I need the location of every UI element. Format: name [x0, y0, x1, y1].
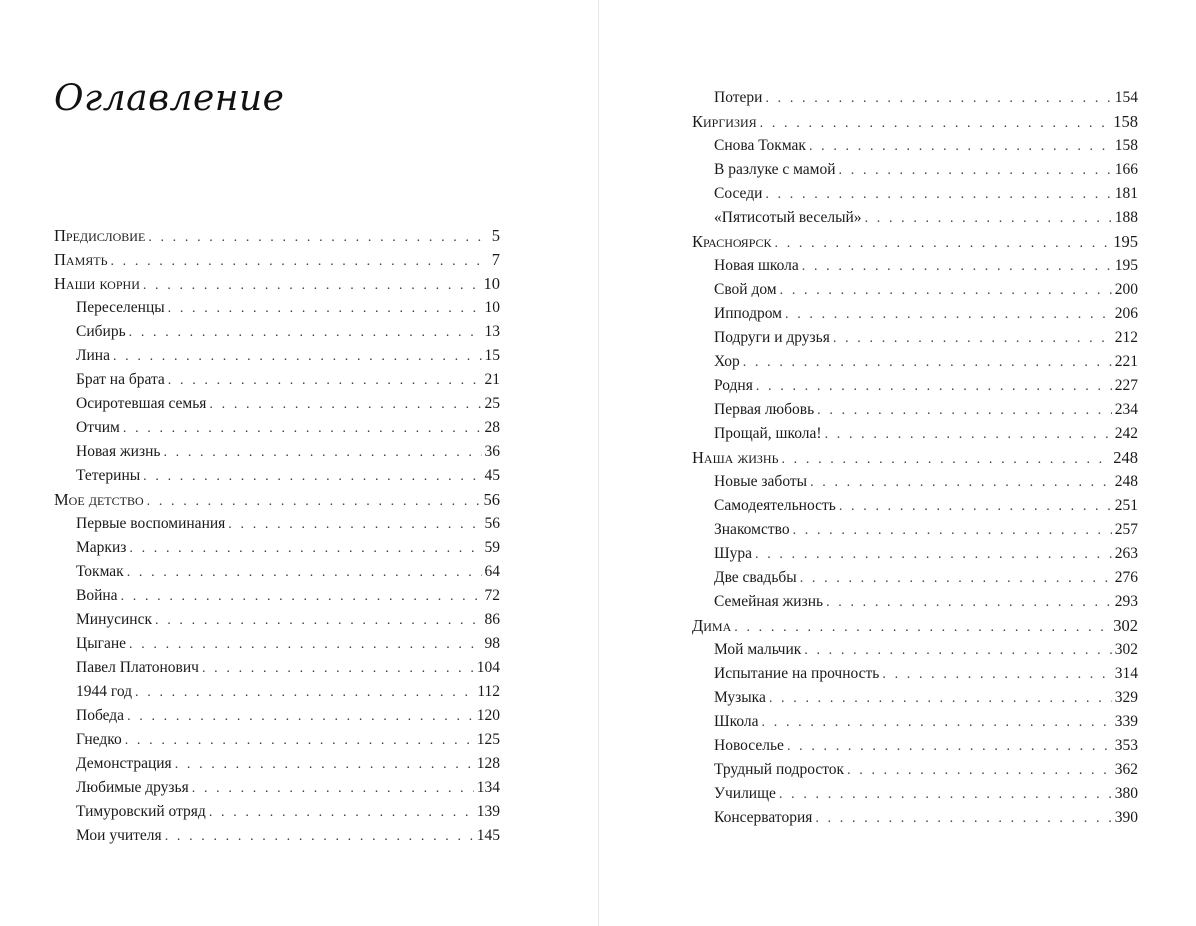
toc-entry-title: Трудный подросток — [714, 761, 845, 778]
toc-dot-leader — [148, 226, 488, 248]
toc-entry-title: Мой мальчик — [714, 641, 802, 658]
toc-entry-title: Война — [76, 587, 118, 604]
toc-page-number: 28 — [484, 419, 500, 436]
toc-section-entry — [692, 734, 1138, 758]
toc-section-entry — [54, 368, 500, 392]
toc-page-number: 128 — [476, 755, 500, 772]
toc-page-number: 86 — [484, 611, 500, 628]
toc-dot-leader — [809, 135, 1112, 158]
toc-dot-leader — [129, 537, 481, 560]
toc-page-number: 98 — [484, 635, 500, 652]
toc-dot-leader — [123, 417, 482, 440]
toc-page-number: 227 — [1114, 377, 1138, 394]
toc-page-number: 195 — [1113, 232, 1138, 251]
toc-dot-leader — [839, 159, 1112, 182]
toc-section-entry — [54, 392, 500, 416]
toc-page-number: 120 — [476, 707, 500, 724]
toc-chapter-entry — [692, 614, 1138, 638]
toc-entry-title: 1944 год — [76, 683, 133, 700]
toc-page-number: 10 — [484, 299, 500, 316]
toc-entry-title: Память — [54, 250, 108, 269]
toc-entry-title: Наши корни — [54, 274, 140, 293]
toc-dot-leader — [209, 801, 474, 824]
toc-section-entry — [692, 494, 1138, 518]
toc-entry-title: Знакомство — [714, 521, 790, 538]
toc-page-number: 59 — [484, 539, 500, 556]
toc-dot-leader — [847, 759, 1112, 782]
toc-dot-leader — [800, 567, 1112, 590]
toc-dot-leader — [769, 687, 1112, 710]
toc-section-entry — [54, 824, 500, 848]
toc-page-number: 72 — [484, 587, 500, 604]
toc-dot-leader — [121, 585, 482, 608]
toc-entry-title: Красноярск — [692, 232, 772, 251]
toc-dot-leader — [765, 183, 1111, 206]
toc-entry-title: Родня — [714, 377, 753, 394]
toc-page-number: 263 — [1114, 545, 1138, 562]
toc-page-number: 339 — [1114, 713, 1138, 730]
toc-section-entry — [54, 608, 500, 632]
toc-entry-title: Киргизия — [692, 112, 757, 131]
toc-dot-leader — [129, 633, 481, 656]
toc-page-number: 242 — [1114, 425, 1138, 442]
toc-entry-title: Хор — [714, 353, 740, 370]
toc-page-number: 13 — [484, 323, 500, 340]
toc-dot-leader — [793, 519, 1112, 542]
toc-dot-leader — [839, 495, 1112, 518]
toc-entry-title: Новоселье — [714, 737, 784, 754]
toc-dot-leader — [826, 591, 1112, 614]
toc-section-entry — [54, 656, 500, 680]
toc-section-entry — [692, 542, 1138, 566]
toc-page-number: 56 — [483, 490, 500, 509]
toc-section-entry — [54, 704, 500, 728]
toc-section-entry — [692, 86, 1138, 110]
toc-page-number: 206 — [1114, 305, 1138, 322]
toc-page-number: 104 — [476, 659, 500, 676]
toc-page-number: 139 — [476, 803, 500, 820]
toc-page-number: 5 — [491, 226, 500, 245]
toc-page-number: 64 — [484, 563, 500, 580]
toc-page-number: 302 — [1114, 641, 1138, 658]
toc-entry-title: Свой дом — [714, 281, 777, 298]
toc-entry-title: Самодеятельность — [714, 497, 836, 514]
toc-page-number: 248 — [1114, 473, 1138, 490]
toc-section-entry — [692, 662, 1138, 686]
toc-entry-title: Первая любовь — [714, 401, 815, 418]
toc-dot-leader — [202, 657, 474, 680]
toc-entry-title: Лина — [76, 347, 110, 364]
toc-page-number: 390 — [1114, 809, 1138, 826]
toc-page-number: 362 — [1114, 761, 1138, 778]
toc-section-entry — [54, 776, 500, 800]
toc-dot-leader — [165, 825, 474, 848]
toc-chapter-entry — [54, 272, 500, 296]
toc-dot-leader — [760, 112, 1111, 134]
toc-page-number: 36 — [484, 443, 500, 460]
toc-section-entry — [54, 320, 500, 344]
toc-chapter-entry — [692, 110, 1138, 134]
toc-entry-title: Любимые друзья — [76, 779, 189, 796]
toc-page-number: 15 — [484, 347, 500, 364]
toc-section-entry — [54, 416, 500, 440]
toc-page-number: 212 — [1114, 329, 1138, 346]
toc-page-number: 158 — [1114, 137, 1138, 154]
toc-dot-leader — [143, 465, 481, 488]
toc-entry-title: Сибирь — [76, 323, 126, 340]
toc-chapter-entry — [692, 446, 1138, 470]
toc-entry-title: Потери — [714, 89, 763, 106]
toc-dot-leader — [756, 375, 1112, 398]
toc-entry-title: Осиротевшая семья — [76, 395, 207, 412]
toc-dot-leader — [228, 513, 481, 536]
toc-section-entry — [54, 512, 500, 536]
toc-list-right — [692, 86, 1138, 830]
toc-dot-leader — [125, 729, 474, 752]
toc-section-entry — [692, 398, 1138, 422]
toc-dot-leader — [804, 639, 1111, 662]
toc-page-number: 314 — [1114, 665, 1138, 682]
toc-section-entry — [692, 566, 1138, 590]
toc-page-number: 257 — [1114, 521, 1138, 538]
toc-dot-leader — [127, 561, 482, 584]
toc-section-entry — [692, 590, 1138, 614]
toc-entry-title: Тимуровский отряд — [76, 803, 206, 820]
toc-entry-title: Новая школа — [714, 257, 799, 274]
toc-page-number: 56 — [484, 515, 500, 532]
toc-entry-title: Соседи — [714, 185, 763, 202]
toc-dot-leader — [815, 807, 1111, 830]
toc-entry-title: Первые воспоминания — [76, 515, 226, 532]
toc-dot-leader — [113, 345, 482, 368]
toc-page-number: 145 — [476, 827, 500, 844]
toc-entry-title: Отчим — [76, 419, 120, 436]
toc-dot-leader — [762, 711, 1112, 734]
toc-entry-title: Консерватория — [714, 809, 813, 826]
page-title: Оглавление — [54, 78, 285, 119]
toc-section-entry — [54, 632, 500, 656]
toc-entry-title: Победа — [76, 707, 125, 724]
toc-dot-leader — [168, 369, 482, 392]
toc-section-entry — [692, 302, 1138, 326]
toc-dot-leader — [175, 753, 474, 776]
toc-entry-title: Новые заботы — [714, 473, 808, 490]
toc-section-entry — [692, 326, 1138, 350]
toc-dot-leader — [802, 255, 1112, 278]
toc-entry-title: Музыка — [714, 689, 766, 706]
toc-dot-leader — [129, 321, 482, 344]
toc-chapter-entry — [54, 224, 500, 248]
toc-section-entry — [54, 752, 500, 776]
toc-page-number: 10 — [483, 274, 500, 293]
toc-dot-leader — [143, 274, 481, 296]
toc-section-entry — [692, 806, 1138, 830]
toc-section-entry — [692, 638, 1138, 662]
toc-dot-leader — [192, 777, 474, 800]
toc-page-number: 195 — [1114, 257, 1138, 274]
toc-entry-title: Подруги и друзья — [714, 329, 830, 346]
toc-entry-title: Наша жизнь — [692, 448, 779, 467]
toc-page-number: 125 — [476, 731, 500, 748]
toc-page-number: 234 — [1114, 401, 1138, 418]
toc-entry-title: Переселенцы — [76, 299, 165, 316]
toc-section-entry — [692, 182, 1138, 206]
toc-page-number: 353 — [1114, 737, 1138, 754]
toc-page-number: 200 — [1114, 281, 1138, 298]
toc-page-number: 248 — [1113, 448, 1138, 467]
toc-page-number: 293 — [1114, 593, 1138, 610]
toc-section-entry — [54, 728, 500, 752]
toc-entry-title: Ипподром — [714, 305, 782, 322]
toc-page-number: 7 — [491, 250, 500, 269]
toc-page-number: 21 — [484, 371, 500, 388]
toc-entry-title: Школа — [714, 713, 759, 730]
toc-section-entry — [692, 686, 1138, 710]
toc-entry-title: Две свадьбы — [714, 569, 797, 586]
toc-dot-leader — [779, 783, 1112, 806]
toc-chapter-entry — [54, 488, 500, 512]
toc-section-entry — [692, 518, 1138, 542]
toc-entry-title: Гнедко — [76, 731, 122, 748]
toc-page-number: 380 — [1114, 785, 1138, 802]
toc-section-entry — [692, 422, 1138, 446]
toc-dot-leader — [127, 705, 474, 728]
toc-dot-leader — [163, 441, 481, 464]
toc-page-number: 134 — [476, 779, 500, 796]
toc-page-number: 181 — [1114, 185, 1138, 202]
toc-page-number: 25 — [484, 395, 500, 412]
toc-section-entry — [692, 158, 1138, 182]
toc-section-entry — [54, 800, 500, 824]
toc-section-entry — [692, 350, 1138, 374]
toc-page-number: 45 — [484, 467, 500, 484]
toc-section-entry — [54, 584, 500, 608]
toc-page-number: 251 — [1114, 497, 1138, 514]
toc-page-number: 221 — [1114, 353, 1138, 370]
toc-entry-title: «Пятисотый веселый» — [714, 209, 862, 226]
toc-page-number: 154 — [1114, 89, 1138, 106]
toc-dot-leader — [825, 423, 1112, 446]
toc-dot-leader — [787, 735, 1112, 758]
toc-section-entry — [692, 254, 1138, 278]
toc-entry-title: Дима — [692, 616, 732, 635]
toc-entry-title: Испытание на прочность — [714, 665, 880, 682]
toc-dot-leader — [155, 609, 481, 632]
toc-entry-title: Цыгане — [76, 635, 127, 652]
toc-dot-leader — [743, 351, 1112, 374]
toc-dot-leader — [817, 399, 1112, 422]
toc-dot-leader — [865, 207, 1112, 230]
toc-page-number: 276 — [1114, 569, 1138, 586]
toc-dot-leader — [775, 232, 1111, 254]
toc-section-entry — [54, 680, 500, 704]
toc-page-number: 302 — [1113, 616, 1138, 635]
toc-section-entry — [692, 134, 1138, 158]
toc-entry-title: Предисловие — [54, 226, 146, 245]
toc-dot-leader — [810, 471, 1112, 494]
toc-section-entry — [54, 344, 500, 368]
toc-dot-leader — [110, 250, 488, 272]
toc-page-number: 188 — [1114, 209, 1138, 226]
toc-entry-title: Демонстрация — [76, 755, 172, 772]
toc-dot-leader — [781, 448, 1110, 470]
toc-section-entry — [54, 464, 500, 488]
toc-section-entry — [54, 560, 500, 584]
toc-section-entry — [692, 278, 1138, 302]
toc-entry-title: Прощай, школа! — [714, 425, 822, 442]
toc-entry-title: Снова Токмак — [714, 137, 806, 154]
toc-chapter-entry — [54, 248, 500, 272]
toc-entry-title: Училище — [714, 785, 776, 802]
toc-entry-title: Павел Платонович — [76, 659, 199, 676]
toc-list-left — [54, 224, 500, 848]
toc-entry-title: Тетерины — [76, 467, 141, 484]
toc-entry-title: Минусинск — [76, 611, 153, 628]
toc-entry-title: Новая жизнь — [76, 443, 161, 460]
toc-dot-leader — [765, 87, 1111, 110]
toc-chapter-entry — [692, 230, 1138, 254]
toc-section-entry — [54, 536, 500, 560]
toc-dot-leader — [209, 393, 481, 416]
toc-dot-leader — [882, 663, 1111, 686]
toc-section-entry — [692, 470, 1138, 494]
toc-section-entry — [54, 440, 500, 464]
toc-entry-title: Токмак — [76, 563, 124, 580]
toc-section-entry — [692, 782, 1138, 806]
toc-section-entry — [54, 296, 500, 320]
toc-entry-title: Маркиз — [76, 539, 127, 556]
toc-dot-leader — [135, 681, 474, 704]
toc-entry-title: В разлуке с мамой — [714, 161, 836, 178]
toc-page-number: 166 — [1114, 161, 1138, 178]
toc-entry-title: Брат на брата — [76, 371, 165, 388]
toc-dot-leader — [833, 327, 1112, 350]
toc-dot-leader — [785, 303, 1112, 326]
toc-section-entry — [692, 710, 1138, 734]
toc-entry-title: Мое детство — [54, 490, 144, 509]
toc-section-entry — [692, 758, 1138, 782]
toc-entry-title: Семейная жизнь — [714, 593, 824, 610]
toc-dot-leader — [734, 616, 1110, 638]
toc-page-number: 158 — [1113, 112, 1138, 131]
toc-section-entry — [692, 374, 1138, 398]
toc-entry-title: Мои учителя — [76, 827, 162, 844]
toc-page-number: 112 — [477, 683, 500, 700]
toc-entry-title: Шура — [714, 545, 753, 562]
toc-dot-leader — [755, 543, 1112, 566]
toc-page-number: 329 — [1114, 689, 1138, 706]
right-page — [599, 0, 1196, 926]
toc-section-entry — [692, 206, 1138, 230]
toc-dot-leader — [147, 490, 481, 512]
toc-dot-leader — [780, 279, 1112, 302]
toc-dot-leader — [168, 297, 482, 320]
